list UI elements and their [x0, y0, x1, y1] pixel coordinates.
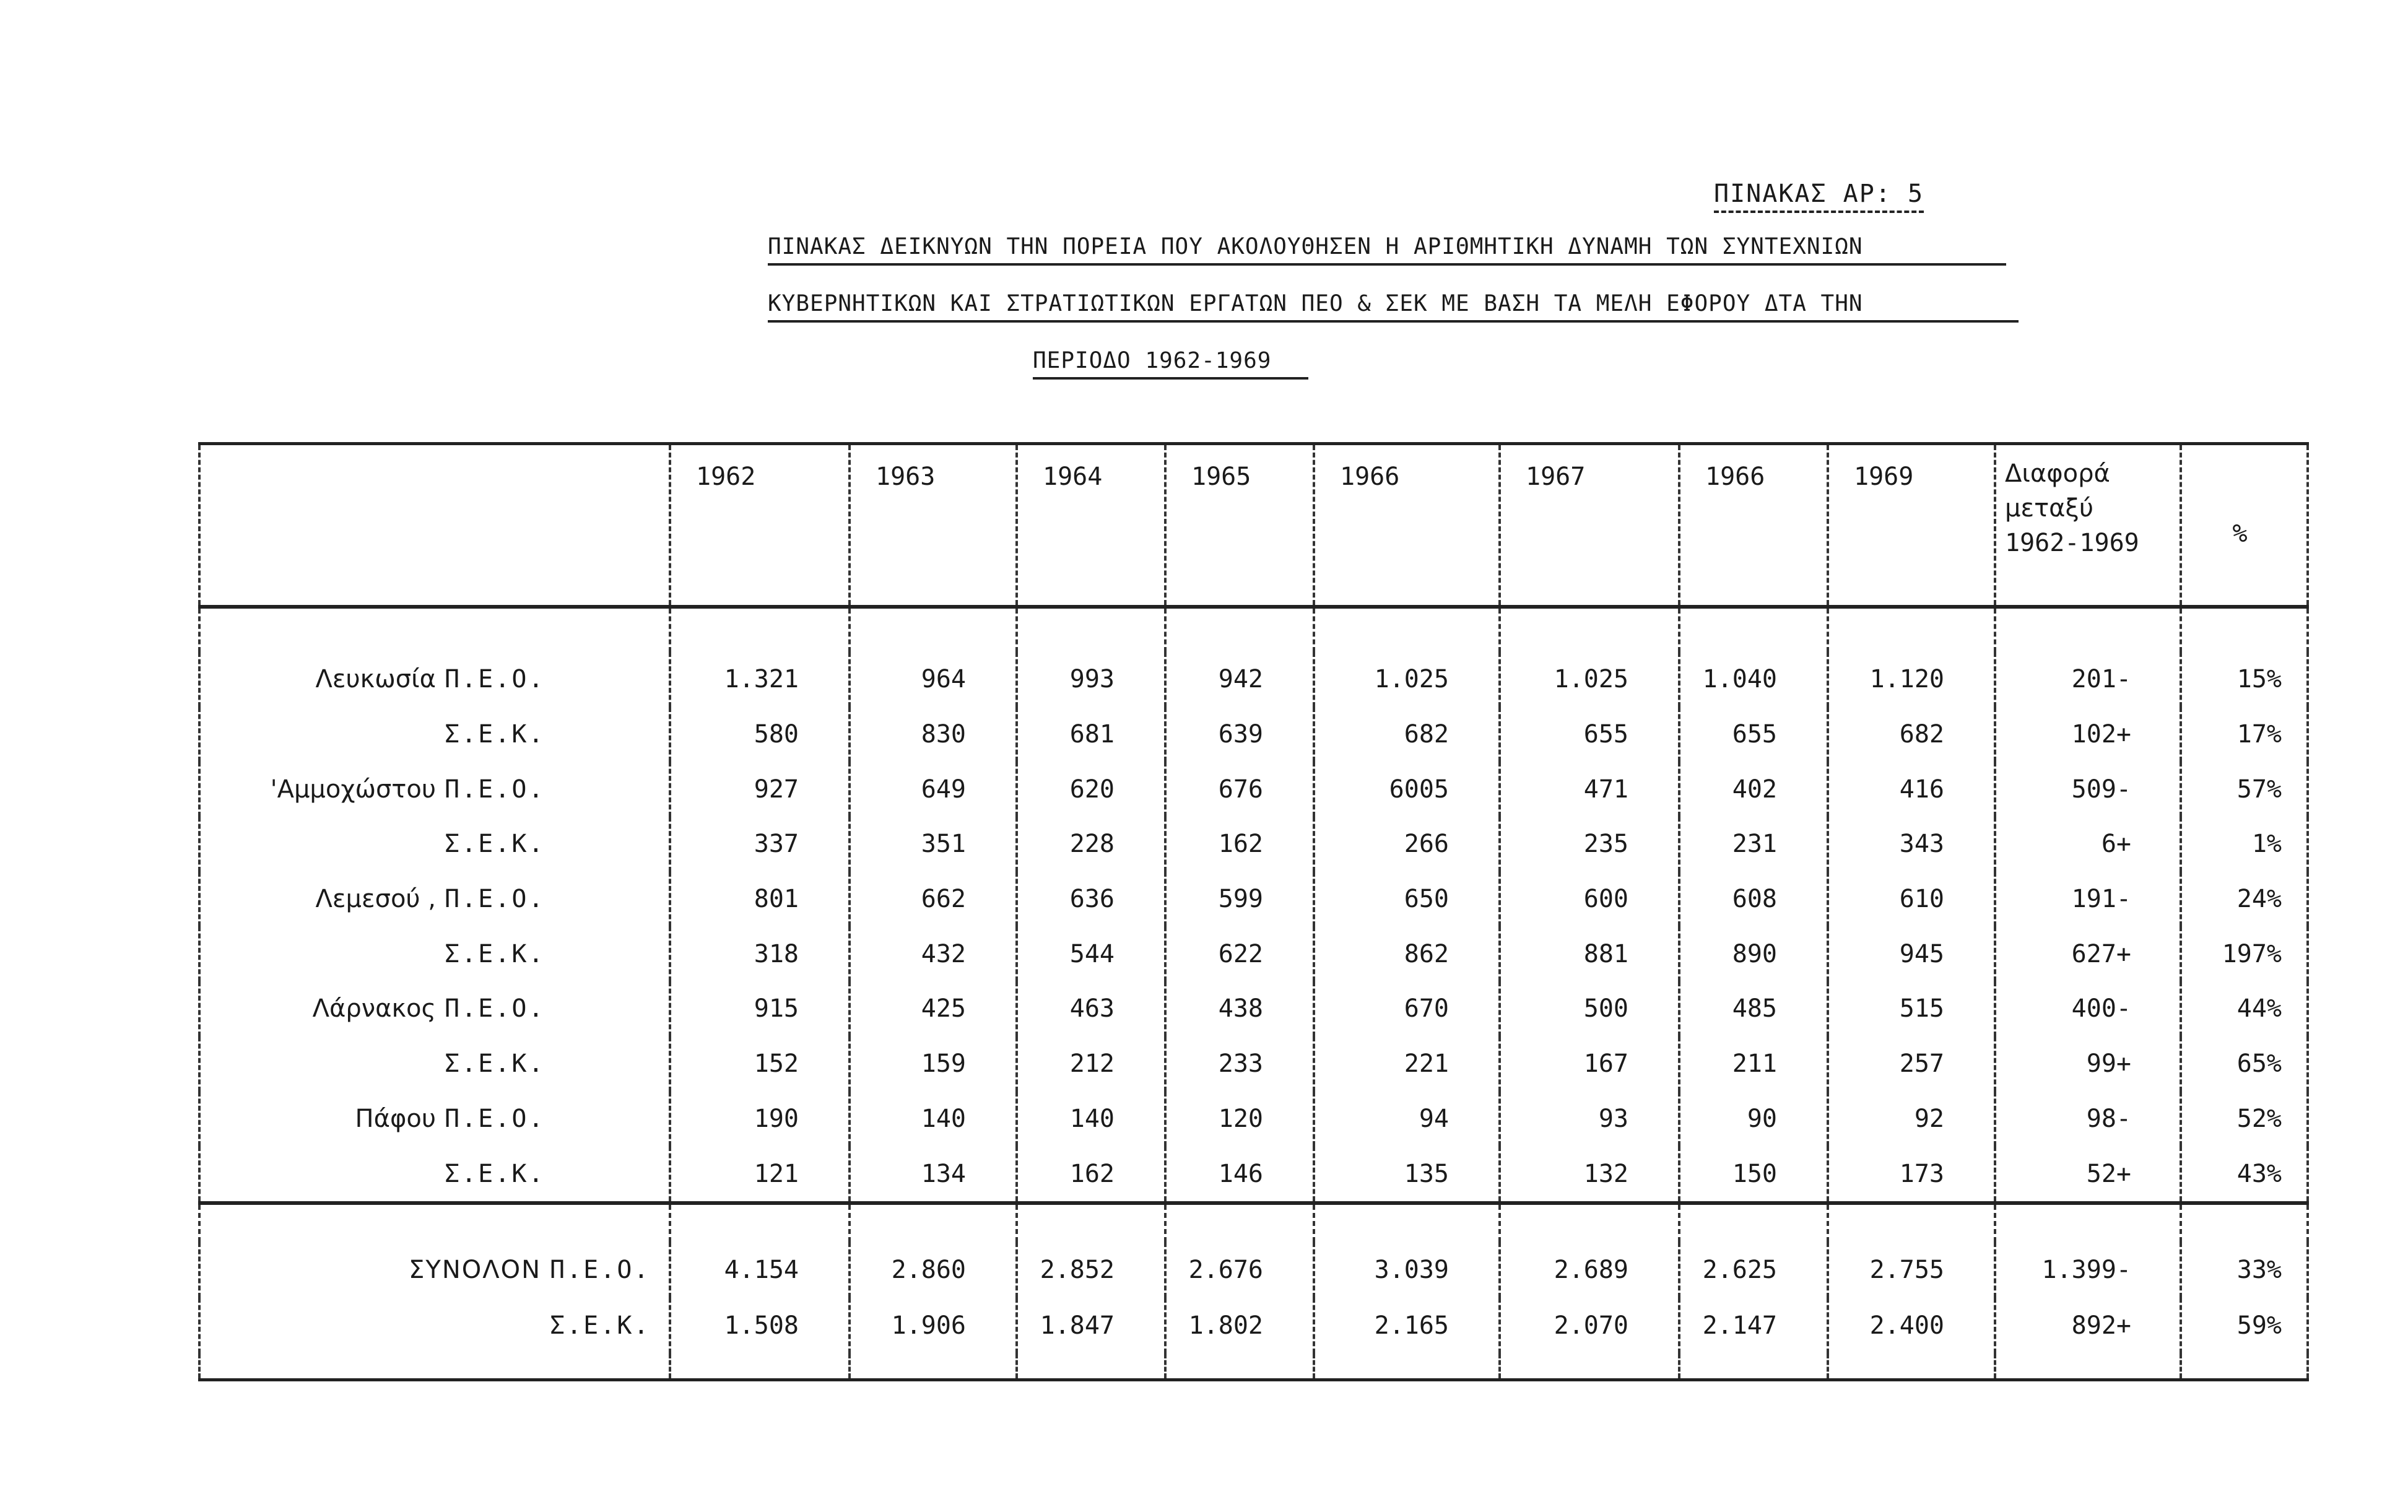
- year-value-cell: 649: [850, 762, 1017, 817]
- year-value-cell: 135: [1314, 1146, 1500, 1201]
- union-name: Π.Ε.Ο.: [550, 1255, 651, 1284]
- year-value-cell: 438: [1165, 981, 1314, 1036]
- year-value-cell: 471: [1500, 762, 1679, 817]
- year-value-cell: 231: [1679, 817, 1828, 872]
- row-label-cell: [199, 926, 670, 981]
- total-row: [199, 1242, 2308, 1298]
- year-value-cell: 927: [670, 762, 850, 817]
- year-value-cell: 639: [1165, 707, 1314, 762]
- year-value-cell: 2.400: [1828, 1298, 1995, 1353]
- difference-header: [1995, 444, 2181, 607]
- year-value-cell: 599: [1165, 872, 1314, 927]
- year-value-cell: 655: [1679, 707, 1828, 762]
- year-header: 1964: [1017, 444, 1165, 607]
- year-value-cell: 2.852: [1017, 1242, 1165, 1298]
- year-value-cell: 120: [1165, 1092, 1314, 1147]
- row-label-cell: [199, 1242, 670, 1298]
- year-value-cell: 676: [1165, 762, 1314, 817]
- year-value-cell: 862: [1314, 926, 1500, 981]
- union-name: Π.Ε.Ο.: [445, 775, 545, 804]
- district-name: [201, 940, 441, 968]
- year-value-cell: 146: [1165, 1146, 1314, 1201]
- year-value-cell: 463: [1017, 981, 1165, 1036]
- row-label-cell: [199, 652, 670, 707]
- year-value-cell: 94: [1314, 1092, 1500, 1147]
- union-name: Σ.Ε.Κ.: [550, 1311, 651, 1340]
- percent-cell: 1%: [2181, 817, 2308, 872]
- row-label-cell: [199, 981, 670, 1036]
- year-value-cell: 650: [1314, 872, 1500, 927]
- difference-cell: 52+: [1995, 1146, 2181, 1201]
- year-value-cell: 337: [670, 817, 850, 872]
- year-value-cell: 1.321: [670, 652, 850, 707]
- year-value-cell: 1.847: [1017, 1298, 1165, 1353]
- year-value-cell: 600: [1500, 872, 1679, 927]
- year-value-cell: 121: [670, 1146, 850, 1201]
- year-value-cell: 830: [850, 707, 1017, 762]
- year-value-cell: 2.625: [1679, 1242, 1828, 1298]
- year-value-cell: 228: [1017, 817, 1165, 872]
- union-name: Π.Ε.Ο.: [445, 1104, 545, 1133]
- district-name: [201, 1049, 441, 1078]
- total-label: ΣΥΝΟΛΟΝ: [409, 1255, 541, 1284]
- year-value-cell: 2.689: [1500, 1242, 1679, 1298]
- year-value-cell: 1.025: [1500, 652, 1679, 707]
- difference-cell: 1.399-: [1995, 1242, 2181, 1298]
- year-value-cell: 134: [850, 1146, 1017, 1201]
- percent-cell: 15%: [2181, 652, 2308, 707]
- total-row: [199, 1298, 2308, 1353]
- row-label-cell: [199, 817, 670, 872]
- table-row: [199, 1146, 2308, 1201]
- year-value-cell: 2.165: [1314, 1298, 1500, 1353]
- table-row: [199, 817, 2308, 872]
- year-value-cell: 211: [1679, 1036, 1828, 1092]
- year-value-cell: 416: [1828, 762, 1995, 817]
- district-name: [201, 830, 441, 858]
- percent-header: %: [2181, 444, 2308, 607]
- year-value-cell: 1.802: [1165, 1298, 1314, 1353]
- year-value-cell: 964: [850, 652, 1017, 707]
- year-value-cell: 173: [1828, 1146, 1995, 1201]
- year-value-cell: 212: [1017, 1036, 1165, 1092]
- year-header: 1962: [670, 444, 850, 607]
- year-header: 1965: [1165, 444, 1314, 607]
- year-value-cell: 580: [670, 707, 850, 762]
- row-label-cell: [199, 1298, 670, 1353]
- year-value-cell: 2.070: [1500, 1298, 1679, 1353]
- difference-cell: 191-: [1995, 872, 2181, 927]
- year-value-cell: 90: [1679, 1092, 1828, 1147]
- row-label-cell: [199, 872, 670, 927]
- year-value-cell: 140: [850, 1092, 1017, 1147]
- percent-cell: 17%: [2181, 707, 2308, 762]
- year-value-cell: 159: [850, 1036, 1017, 1092]
- year-value-cell: 402: [1679, 762, 1828, 817]
- union-name: Σ.Ε.Κ.: [445, 939, 545, 968]
- table-row: [199, 872, 2308, 927]
- year-header: 1969: [1828, 444, 1995, 607]
- table-row: [199, 707, 2308, 762]
- year-value-cell: 801: [670, 872, 850, 927]
- district-name: Λάρνακος: [312, 994, 436, 1023]
- difference-cell: 400-: [1995, 981, 2181, 1036]
- difference-header-line: 1962-1969: [2005, 529, 2139, 557]
- year-value-cell: 993: [1017, 652, 1165, 707]
- union-name: Σ.Ε.Κ.: [445, 720, 545, 749]
- row-label-cell: [199, 1146, 670, 1201]
- difference-header-line: μεταξύ: [2005, 494, 2093, 523]
- year-header: 1966: [1679, 444, 1828, 607]
- year-value-cell: 140: [1017, 1092, 1165, 1147]
- district-name: 'Αμμοχώστου: [270, 775, 436, 804]
- year-value-cell: 266: [1314, 817, 1500, 872]
- year-value-cell: 2.676: [1165, 1242, 1314, 1298]
- district-name: [201, 720, 441, 749]
- year-value-cell: 1.025: [1314, 652, 1500, 707]
- year-value-cell: 150: [1679, 1146, 1828, 1201]
- table-row: [199, 1092, 2308, 1147]
- union-name: Π.Ε.Ο.: [445, 994, 545, 1023]
- year-value-cell: 1.906: [850, 1298, 1017, 1353]
- year-header: 1966: [1314, 444, 1500, 607]
- year-value-cell: 162: [1017, 1146, 1165, 1201]
- year-value-cell: 608: [1679, 872, 1828, 927]
- year-value-cell: 432: [850, 926, 1017, 981]
- year-value-cell: 351: [850, 817, 1017, 872]
- year-value-cell: 500: [1500, 981, 1679, 1036]
- percent-cell: 197%: [2181, 926, 2308, 981]
- year-value-cell: 93: [1500, 1092, 1679, 1147]
- year-value-cell: 2.755: [1828, 1242, 1995, 1298]
- table-row: [199, 652, 2308, 707]
- total-label: [201, 1311, 546, 1340]
- year-value-cell: 681: [1017, 707, 1165, 762]
- year-value-cell: 1.508: [670, 1298, 850, 1353]
- year-value-cell: 132: [1500, 1146, 1679, 1201]
- district-name: Λεμεσού ,: [315, 885, 436, 914]
- year-value-cell: 2.147: [1679, 1298, 1828, 1353]
- percent-cell: 33%: [2181, 1242, 2308, 1298]
- difference-cell: 509-: [1995, 762, 2181, 817]
- year-value-cell: 515: [1828, 981, 1995, 1036]
- difference-cell: 99+: [1995, 1036, 2181, 1092]
- year-value-cell: 343: [1828, 817, 1995, 872]
- percent-cell: 43%: [2181, 1146, 2308, 1201]
- year-value-cell: 610: [1828, 872, 1995, 927]
- membership-table: [198, 442, 2309, 1381]
- year-header: 1967: [1500, 444, 1679, 607]
- row-label-cell: [199, 1036, 670, 1092]
- percent-cell: 65%: [2181, 1036, 2308, 1092]
- difference-cell: 892+: [1995, 1298, 2181, 1353]
- union-name: Π.Ε.Ο.: [445, 665, 545, 694]
- row-label-cell: [199, 1092, 670, 1147]
- year-value-cell: 544: [1017, 926, 1165, 981]
- year-value-cell: 221: [1314, 1036, 1500, 1092]
- year-value-cell: 257: [1828, 1036, 1995, 1092]
- year-value-cell: 162: [1165, 817, 1314, 872]
- year-value-cell: 622: [1165, 926, 1314, 981]
- year-value-cell: 190: [670, 1092, 850, 1147]
- year-value-cell: 890: [1679, 926, 1828, 981]
- year-value-cell: 915: [670, 981, 850, 1036]
- table-row: [199, 1036, 2308, 1092]
- difference-cell: 201-: [1995, 652, 2181, 707]
- difference-cell: 98-: [1995, 1092, 2181, 1147]
- percent-cell: 52%: [2181, 1092, 2308, 1147]
- table-number: ΠΙΝΑΚΑΣ ΑΡ: 5: [1714, 180, 1924, 213]
- table-row: [199, 926, 2308, 981]
- year-value-cell: 152: [670, 1036, 850, 1092]
- district-name: Λευκωσία: [315, 665, 436, 694]
- table-row: [199, 762, 2308, 817]
- title-line-1: ΠΙΝΑΚΑΣ ΔΕΙΚΝΥΩΝ ΤΗΝ ΠΟΡΕΙΑ ΠΟΥ ΑΚΟΛΟΥΘΗΣΕΝ Η ΑΡΙΘΜΗΤΙΚΗ ΔΥΝΑΜΗ ΤΩΝ ΣΥΝΤΕΧΝΙΩΝ: [768, 234, 2006, 266]
- year-value-cell: 167: [1500, 1036, 1679, 1092]
- difference-header-line: Διαφορά: [2005, 459, 2110, 488]
- year-value-cell: 682: [1828, 707, 1995, 762]
- year-value-cell: 4.154: [670, 1242, 850, 1298]
- row-label-cell: [199, 762, 670, 817]
- year-value-cell: 1.120: [1828, 652, 1995, 707]
- difference-cell: 627+: [1995, 926, 2181, 981]
- year-value-cell: 235: [1500, 817, 1679, 872]
- year-value-cell: 3.039: [1314, 1242, 1500, 1298]
- union-name: Σ.Ε.Κ.: [445, 1159, 545, 1188]
- year-value-cell: 620: [1017, 762, 1165, 817]
- year-value-cell: 655: [1500, 707, 1679, 762]
- header-row: [199, 444, 2308, 607]
- year-value-cell: 942: [1165, 652, 1314, 707]
- difference-cell: 102+: [1995, 707, 2181, 762]
- title-line-2: ΚΥΒΕΡΝΗΤΙΚΩΝ ΚΑΙ ΣΤΡΑΤΙΩΤΙΚΩΝ ΕΡΓΑΤΩΝ ΠΕΟ & ΣΕΚ ΜΕ ΒΑΣΗ ΤΑ ΜΕΛΗ ΕΦΟΡΟΥ ΔΤΑ ΤΗΝ: [768, 291, 2019, 323]
- table-row: [199, 981, 2308, 1036]
- year-header: 1963: [850, 444, 1017, 607]
- difference-cell: 6+: [1995, 817, 2181, 872]
- title-period: ΠΕΡΙΟΔΟ 1962-1969: [1033, 348, 1308, 380]
- row-label-cell: [199, 707, 670, 762]
- year-value-cell: 670: [1314, 981, 1500, 1036]
- year-value-cell: 485: [1679, 981, 1828, 1036]
- district-name: [201, 1160, 441, 1188]
- year-value-cell: 6005: [1314, 762, 1500, 817]
- percent-cell: 59%: [2181, 1298, 2308, 1353]
- district-name: Πάφου: [355, 1104, 436, 1133]
- year-value-cell: 2.860: [850, 1242, 1017, 1298]
- year-value-cell: 318: [670, 926, 850, 981]
- year-value-cell: 92: [1828, 1092, 1995, 1147]
- union-name: Π.Ε.Ο.: [445, 885, 545, 914]
- year-value-cell: 1.040: [1679, 652, 1828, 707]
- year-value-cell: 425: [850, 981, 1017, 1036]
- row-label-header: [199, 444, 670, 607]
- union-name: Σ.Ε.Κ.: [445, 1049, 545, 1079]
- year-value-cell: 682: [1314, 707, 1500, 762]
- percent-cell: 57%: [2181, 762, 2308, 817]
- year-value-cell: 636: [1017, 872, 1165, 927]
- percent-cell: 44%: [2181, 981, 2308, 1036]
- year-value-cell: 662: [850, 872, 1017, 927]
- union-name: Σ.Ε.Κ.: [445, 830, 545, 859]
- percent-cell: 24%: [2181, 872, 2308, 927]
- year-value-cell: 945: [1828, 926, 1995, 981]
- year-value-cell: 881: [1500, 926, 1679, 981]
- year-value-cell: 233: [1165, 1036, 1314, 1092]
